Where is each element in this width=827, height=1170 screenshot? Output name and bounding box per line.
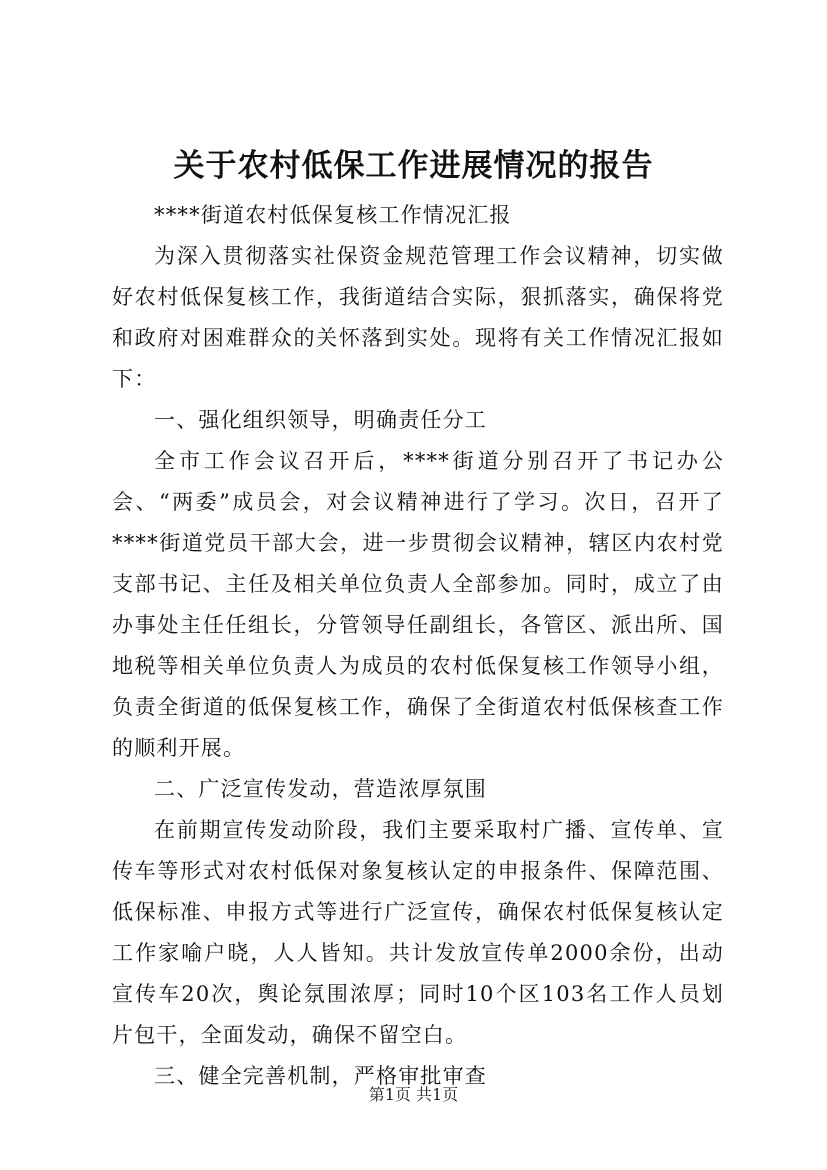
section-2-paragraph: 在前期宣传发动阶段，我们主要采取村广播、宣传单、宣传车等形式对农村低保对象复核认定的申报条件、保障范围、低保标准、申报方式等进行广泛宣传，确保农村低保复核认定工作家喻户晓，人人皆知。共计发放宣传单2000余份，出动宣传车20次，舆论氛围浓厚；同时10个区103名工作人员划片包干，全面发动，确保不留空白。 <box>112 818 724 1047</box>
subtitle-paragraph: ****街道农村低保复核工作情况汇报 <box>154 203 512 227</box>
document-body <box>112 195 724 1097</box>
section-heading-2: 二、广泛宣传发动，营造浓厚氛围 <box>154 777 487 801</box>
intro-paragraph: 为深入贯彻落实社保资金规范管理工作会议精神，切实做好农村低保复核工作，我街道结合实际，狠抓落实，确保将党和政府对困难群众的关怀落到实处。现将有关工作情况汇报如下： <box>112 244 724 391</box>
document-title: 关于农村低保工作进展情况的报告 <box>173 148 654 184</box>
page-footer: 第1页 共1页 <box>368 1085 459 1104</box>
section-1-paragraph: 全市工作会议召开后，****街道分别召开了书记办公会、“两委”成员会，对会议精神进行了学习。次日，召开了****街道党员干部大会，进一步贯彻会议精神，辖区内农村党支部书记、主任及相关单位负责人全部参加。同时，成立了由办事处主任任组长，分管领导任副组长，各管区、派出所、国地税等相关单位负责人为成员的农村低保复核工作领导小组，负责全街道的低保复核工作，确保了全街道农村低保核查工作的顺利开展。 <box>112 449 724 760</box>
section-heading-1: 一、强化组织领导，明确责任分工 <box>154 408 487 432</box>
section-heading-3: 三、健全完善机制，严格审批审查 <box>154 1064 487 1088</box>
